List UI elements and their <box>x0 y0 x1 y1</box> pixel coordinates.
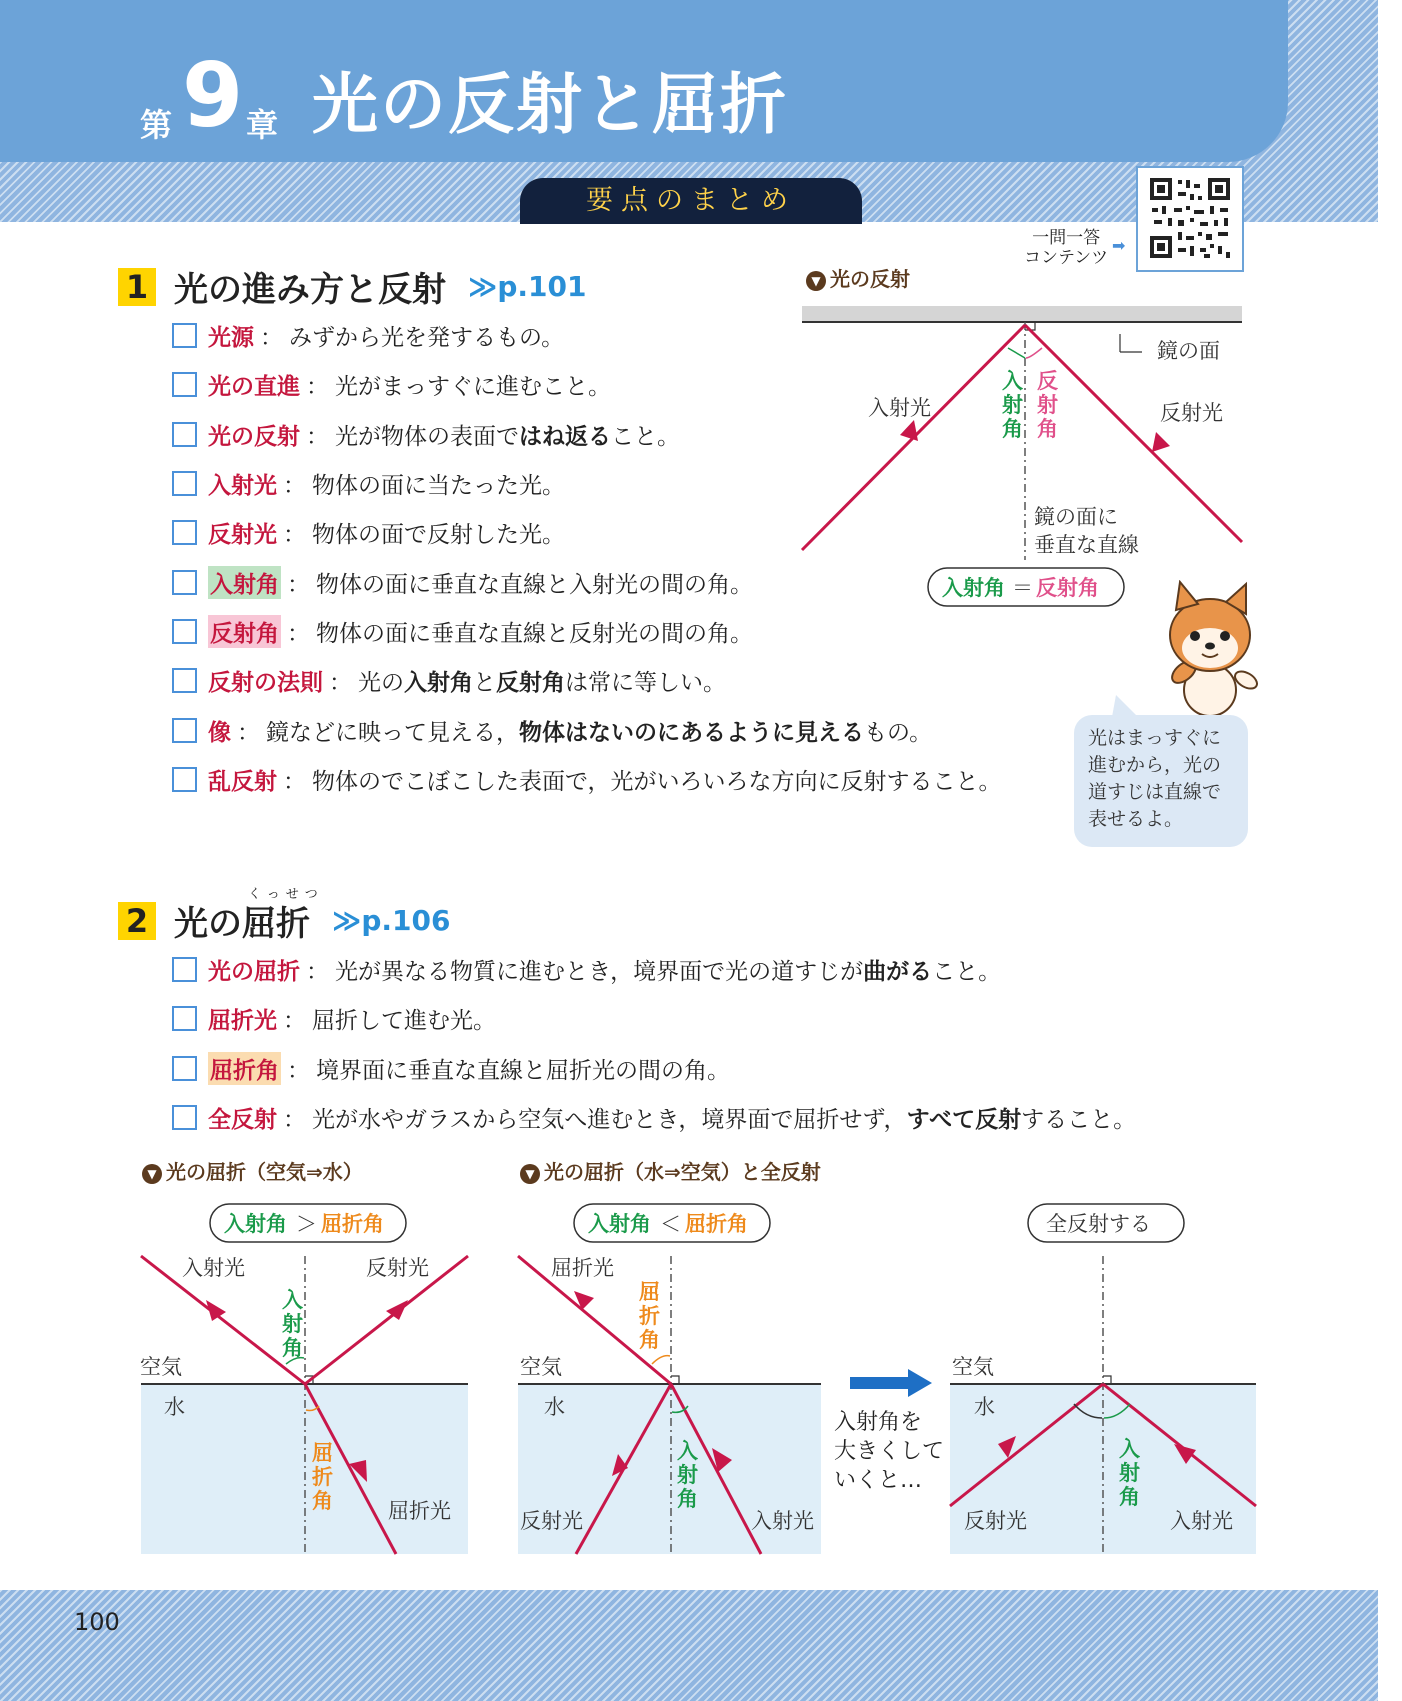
refraction-angle-char: 屈 <box>639 1280 660 1304</box>
section2-heading <box>118 896 450 945</box>
term: 反射角 <box>208 615 281 648</box>
qr-code-icon <box>1138 168 1242 270</box>
reflection-label-text: 光の反射 <box>830 267 910 291</box>
triangle-down-icon: ▼ <box>142 1164 162 1184</box>
reflected-angle-char: 射 <box>1037 393 1058 417</box>
total-reflection-diagram <box>946 1196 1261 1561</box>
term: 入射光 <box>208 473 277 500</box>
reflected-light-label: 反射光 <box>1160 401 1223 425</box>
term: 屈折角 <box>208 1052 281 1085</box>
term: 像 <box>208 719 231 746</box>
incident-light-label: 入射光 <box>182 1256 245 1280</box>
mirror-surface <box>802 306 1242 322</box>
dog-mascot-icon <box>1150 580 1260 720</box>
refraction2-label-text: 光の屈折（水⇒空気）と全反射 <box>544 1160 821 1184</box>
term: 光の直進 <box>208 374 300 401</box>
chapter-title: 光の反射と屈折 <box>312 66 788 143</box>
page-number: 100 <box>74 1608 120 1636</box>
page-margin <box>1378 0 1402 1701</box>
qr-code[interactable] <box>1136 166 1244 272</box>
incident-angle-char: 入 <box>1119 1437 1140 1461</box>
definition-bold: 入射角 <box>404 670 473 697</box>
incident-angle-char: 射 <box>282 1312 303 1336</box>
definition: 物体の面で反射した光。 <box>312 522 565 549</box>
section2-number: 2 <box>118 902 156 940</box>
right-angle-mark <box>671 1376 679 1384</box>
refraction-angle-char: 屈 <box>312 1441 333 1465</box>
air-label: 空気 <box>140 1355 182 1379</box>
reflected-angle-char: 角 <box>1037 417 1058 441</box>
cond-right: 屈折角 <box>685 1212 748 1236</box>
separator: ： <box>283 768 306 795</box>
qr-label-line2: コンテンツ <box>1024 248 1109 268</box>
definition: 屈折して進む光。 <box>312 1008 496 1035</box>
arrow-right-icon <box>848 1368 934 1398</box>
definition: 光が異なる物質に進むとき，境界面で光の道すじが <box>335 959 864 986</box>
refraction1-label-text: 光の屈折（空気⇒水） <box>166 1160 363 1184</box>
separator: ： <box>287 571 310 598</box>
list-item <box>172 755 1002 804</box>
incident-angle-char: 入 <box>282 1288 303 1312</box>
checkbox[interactable] <box>172 619 197 644</box>
definition: 光の <box>358 670 404 697</box>
refracted-light-label: 屈折光 <box>388 1499 451 1523</box>
refraction-angle-arc <box>652 1356 670 1364</box>
list-item <box>172 945 1136 994</box>
refracted-light-label: 屈折光 <box>551 1256 614 1280</box>
speech-bubble <box>1074 715 1248 847</box>
transition-text <box>834 1408 944 1495</box>
checkbox[interactable] <box>172 1105 197 1130</box>
checkbox[interactable] <box>172 668 197 693</box>
separator: ： <box>283 1107 306 1134</box>
definition: と <box>473 670 496 697</box>
incident-angle-char: 入 <box>1002 369 1023 393</box>
checkbox[interactable] <box>172 471 197 496</box>
checkbox[interactable] <box>172 1006 197 1031</box>
term: 屈折光 <box>208 1008 277 1035</box>
cond-left: 入射角 <box>588 1212 651 1236</box>
reflected-light-label: 反射光 <box>520 1509 583 1533</box>
cond-left: 入射角 <box>224 1212 287 1236</box>
incident-light-label: 入射光 <box>868 396 931 420</box>
list-item <box>172 705 1002 754</box>
list-item <box>172 656 1002 705</box>
normal-label-line1: 鏡の面に <box>1034 505 1118 529</box>
law-equals: ＝ <box>1012 576 1033 600</box>
definition-end: もの。 <box>864 719 933 746</box>
reflection-diagram-label <box>806 263 910 292</box>
definition: 光が物体の表面で <box>335 423 519 450</box>
cond-right: 屈折角 <box>321 1212 384 1236</box>
separator: ： <box>287 1057 310 1084</box>
separator: ： <box>283 473 306 500</box>
ray-arrow-icon <box>1152 432 1170 452</box>
refraction1-label <box>142 1156 363 1185</box>
definition: 光がまっすぐに進むこと。 <box>335 374 611 401</box>
water-label: 水 <box>164 1395 185 1419</box>
definition: 物体のでこぼこした表面で，光がいろいろな方向に反射すること。 <box>312 768 1002 795</box>
term: 光の反射 <box>208 423 300 450</box>
cond-text: 全反射する <box>1046 1212 1151 1236</box>
chapter-suffix: 章 <box>246 106 279 144</box>
incident-angle-char: 射 <box>1002 393 1023 417</box>
incident-light-label: 入射光 <box>751 1509 814 1533</box>
definition: 鏡などに映って見える， <box>266 719 519 746</box>
checkbox[interactable] <box>172 718 197 743</box>
definition-bold: 曲がる <box>863 959 933 986</box>
term: 乱反射 <box>208 768 277 795</box>
section1-heading <box>118 262 586 311</box>
reflected-light-label: 反射光 <box>964 1509 1027 1533</box>
water-label: 水 <box>544 1395 565 1419</box>
mirror-label: 鏡の面 <box>1157 339 1220 363</box>
reflection-diagram <box>790 300 1250 620</box>
ray-arrow-icon <box>206 1300 226 1321</box>
incident-angle-char: 角 <box>282 1336 303 1360</box>
checkbox[interactable] <box>172 323 197 348</box>
transition-line: 大きくして <box>834 1439 945 1464</box>
refraction-angle-char: 折 <box>639 1304 660 1328</box>
footer-band <box>0 1590 1378 1701</box>
definition-bold: 物体はないのにあるように見える <box>519 719 864 746</box>
term: 全反射 <box>208 1107 277 1134</box>
definition-bold: はね返る <box>519 423 611 450</box>
incident-angle-char: 射 <box>1119 1461 1140 1485</box>
separator: ： <box>237 719 260 746</box>
incident-angle-char: 角 <box>1002 417 1023 441</box>
checkbox[interactable] <box>172 767 197 792</box>
refraction-angle-char: 折 <box>312 1465 333 1489</box>
bubble-line: 進むから，光の <box>1088 754 1222 776</box>
checkbox[interactable] <box>172 1056 197 1081</box>
law-right: 反射角 <box>1036 576 1099 600</box>
separator: ： <box>260 325 283 352</box>
refraction-angle-char: 角 <box>312 1489 333 1513</box>
term: 光源 <box>208 325 254 352</box>
definition-bold: 反射角 <box>496 670 565 697</box>
reflected-angle-char: 反 <box>1037 369 1058 393</box>
section2-checklist <box>172 945 1136 1142</box>
transition-line: 入射角を <box>834 1410 923 1435</box>
qr-label <box>1024 228 1108 268</box>
cond-op: ＜ <box>660 1212 681 1236</box>
definition: 境界面に垂直な直線と屈折光の間の角。 <box>316 1057 730 1084</box>
incident-angle-char: 入 <box>677 1439 698 1463</box>
section2-title: 光の屈折 <box>174 904 310 944</box>
arrow-right-icon: ➡ <box>1112 236 1126 255</box>
separator: ： <box>283 1008 306 1035</box>
reflected-angle-arc <box>1026 348 1042 358</box>
section1-page-link[interactable]: ≫p.101 <box>468 270 587 303</box>
cond-op: ＞ <box>296 1212 317 1236</box>
checkbox[interactable] <box>172 957 197 982</box>
separator: ： <box>329 670 352 697</box>
section2-ruby: くっせつ <box>248 887 324 902</box>
bubble-line: 道すじは直線で <box>1088 781 1222 803</box>
incident-angle-arc <box>1008 348 1025 358</box>
incident-light-label: 入射光 <box>1170 1509 1233 1533</box>
bubble-line: 表せるよ。 <box>1088 808 1184 830</box>
checkbox[interactable] <box>172 520 197 545</box>
term: 反射光 <box>208 522 277 549</box>
air-label: 空気 <box>520 1355 562 1379</box>
checkbox[interactable] <box>172 422 197 447</box>
term: 光の屈折 <box>208 959 300 986</box>
list-item <box>172 1044 1136 1093</box>
definition: 物体の面に当たった光。 <box>312 473 565 500</box>
section2-page-link[interactable]: ≫p.106 <box>332 904 451 937</box>
refraction2-label <box>520 1156 821 1185</box>
reflected-light-label: 反射光 <box>366 1256 429 1280</box>
transition-line: いくと… <box>834 1468 923 1493</box>
term: 反射の法則 <box>208 670 323 697</box>
air-label: 空気 <box>952 1355 994 1379</box>
incident-angle-char: 射 <box>677 1463 698 1487</box>
term: 入射角 <box>208 566 281 599</box>
list-item <box>172 994 1136 1043</box>
separator: ： <box>287 620 310 647</box>
definition-end: こと。 <box>932 959 1002 986</box>
refraction-air-to-water-diagram <box>136 1196 476 1561</box>
definition: 物体の面に垂直な直線と反射光の間の角。 <box>316 620 753 647</box>
summary-tab: 要点のまとめ <box>520 178 862 224</box>
separator: ： <box>306 423 329 450</box>
incident-angle-char: 角 <box>677 1487 698 1511</box>
normal-label-line2: 垂直な直線 <box>1034 533 1139 557</box>
law-left: 入射角 <box>942 576 1005 600</box>
definition: 物体の面に垂直な直線と入射光の間の角。 <box>316 571 753 598</box>
separator: ： <box>306 959 329 986</box>
section1-title: 光の進み方と反射 <box>174 270 446 310</box>
triangle-down-icon: ▼ <box>520 1164 540 1184</box>
checkbox[interactable] <box>172 570 197 595</box>
definition-end: すること。 <box>1021 1107 1137 1134</box>
bubble-tail <box>1112 695 1142 721</box>
checkbox[interactable] <box>172 372 197 397</box>
definition-end: は常に等しい。 <box>565 670 726 697</box>
refraction-water-to-air-diagram <box>514 1196 824 1561</box>
definition-end: こと。 <box>611 423 680 450</box>
chapter-prefix: 第 <box>140 106 173 144</box>
right-angle-mark <box>1103 1376 1111 1384</box>
chapter-number: 9 <box>182 44 244 147</box>
ray-arrow-icon <box>900 420 918 441</box>
list-item <box>172 1093 1136 1142</box>
separator: ： <box>306 374 329 401</box>
definition: 光が水やガラスから空気へ進むとき，境界面で屈折せず， <box>312 1107 907 1134</box>
refraction-angle-char: 角 <box>639 1328 660 1352</box>
section1-number: 1 <box>118 268 156 306</box>
bubble-line: 光はまっすぐに <box>1088 727 1222 749</box>
triangle-down-icon: ▼ <box>806 271 826 291</box>
incident-angle-char: 角 <box>1119 1485 1140 1509</box>
separator: ： <box>283 522 306 549</box>
qr-label-line1: 一問一答 <box>1032 228 1101 248</box>
definition: みずから光を発するもの。 <box>289 325 565 352</box>
definition-bold: すべて反射 <box>906 1107 1022 1134</box>
water-label: 水 <box>974 1395 995 1419</box>
